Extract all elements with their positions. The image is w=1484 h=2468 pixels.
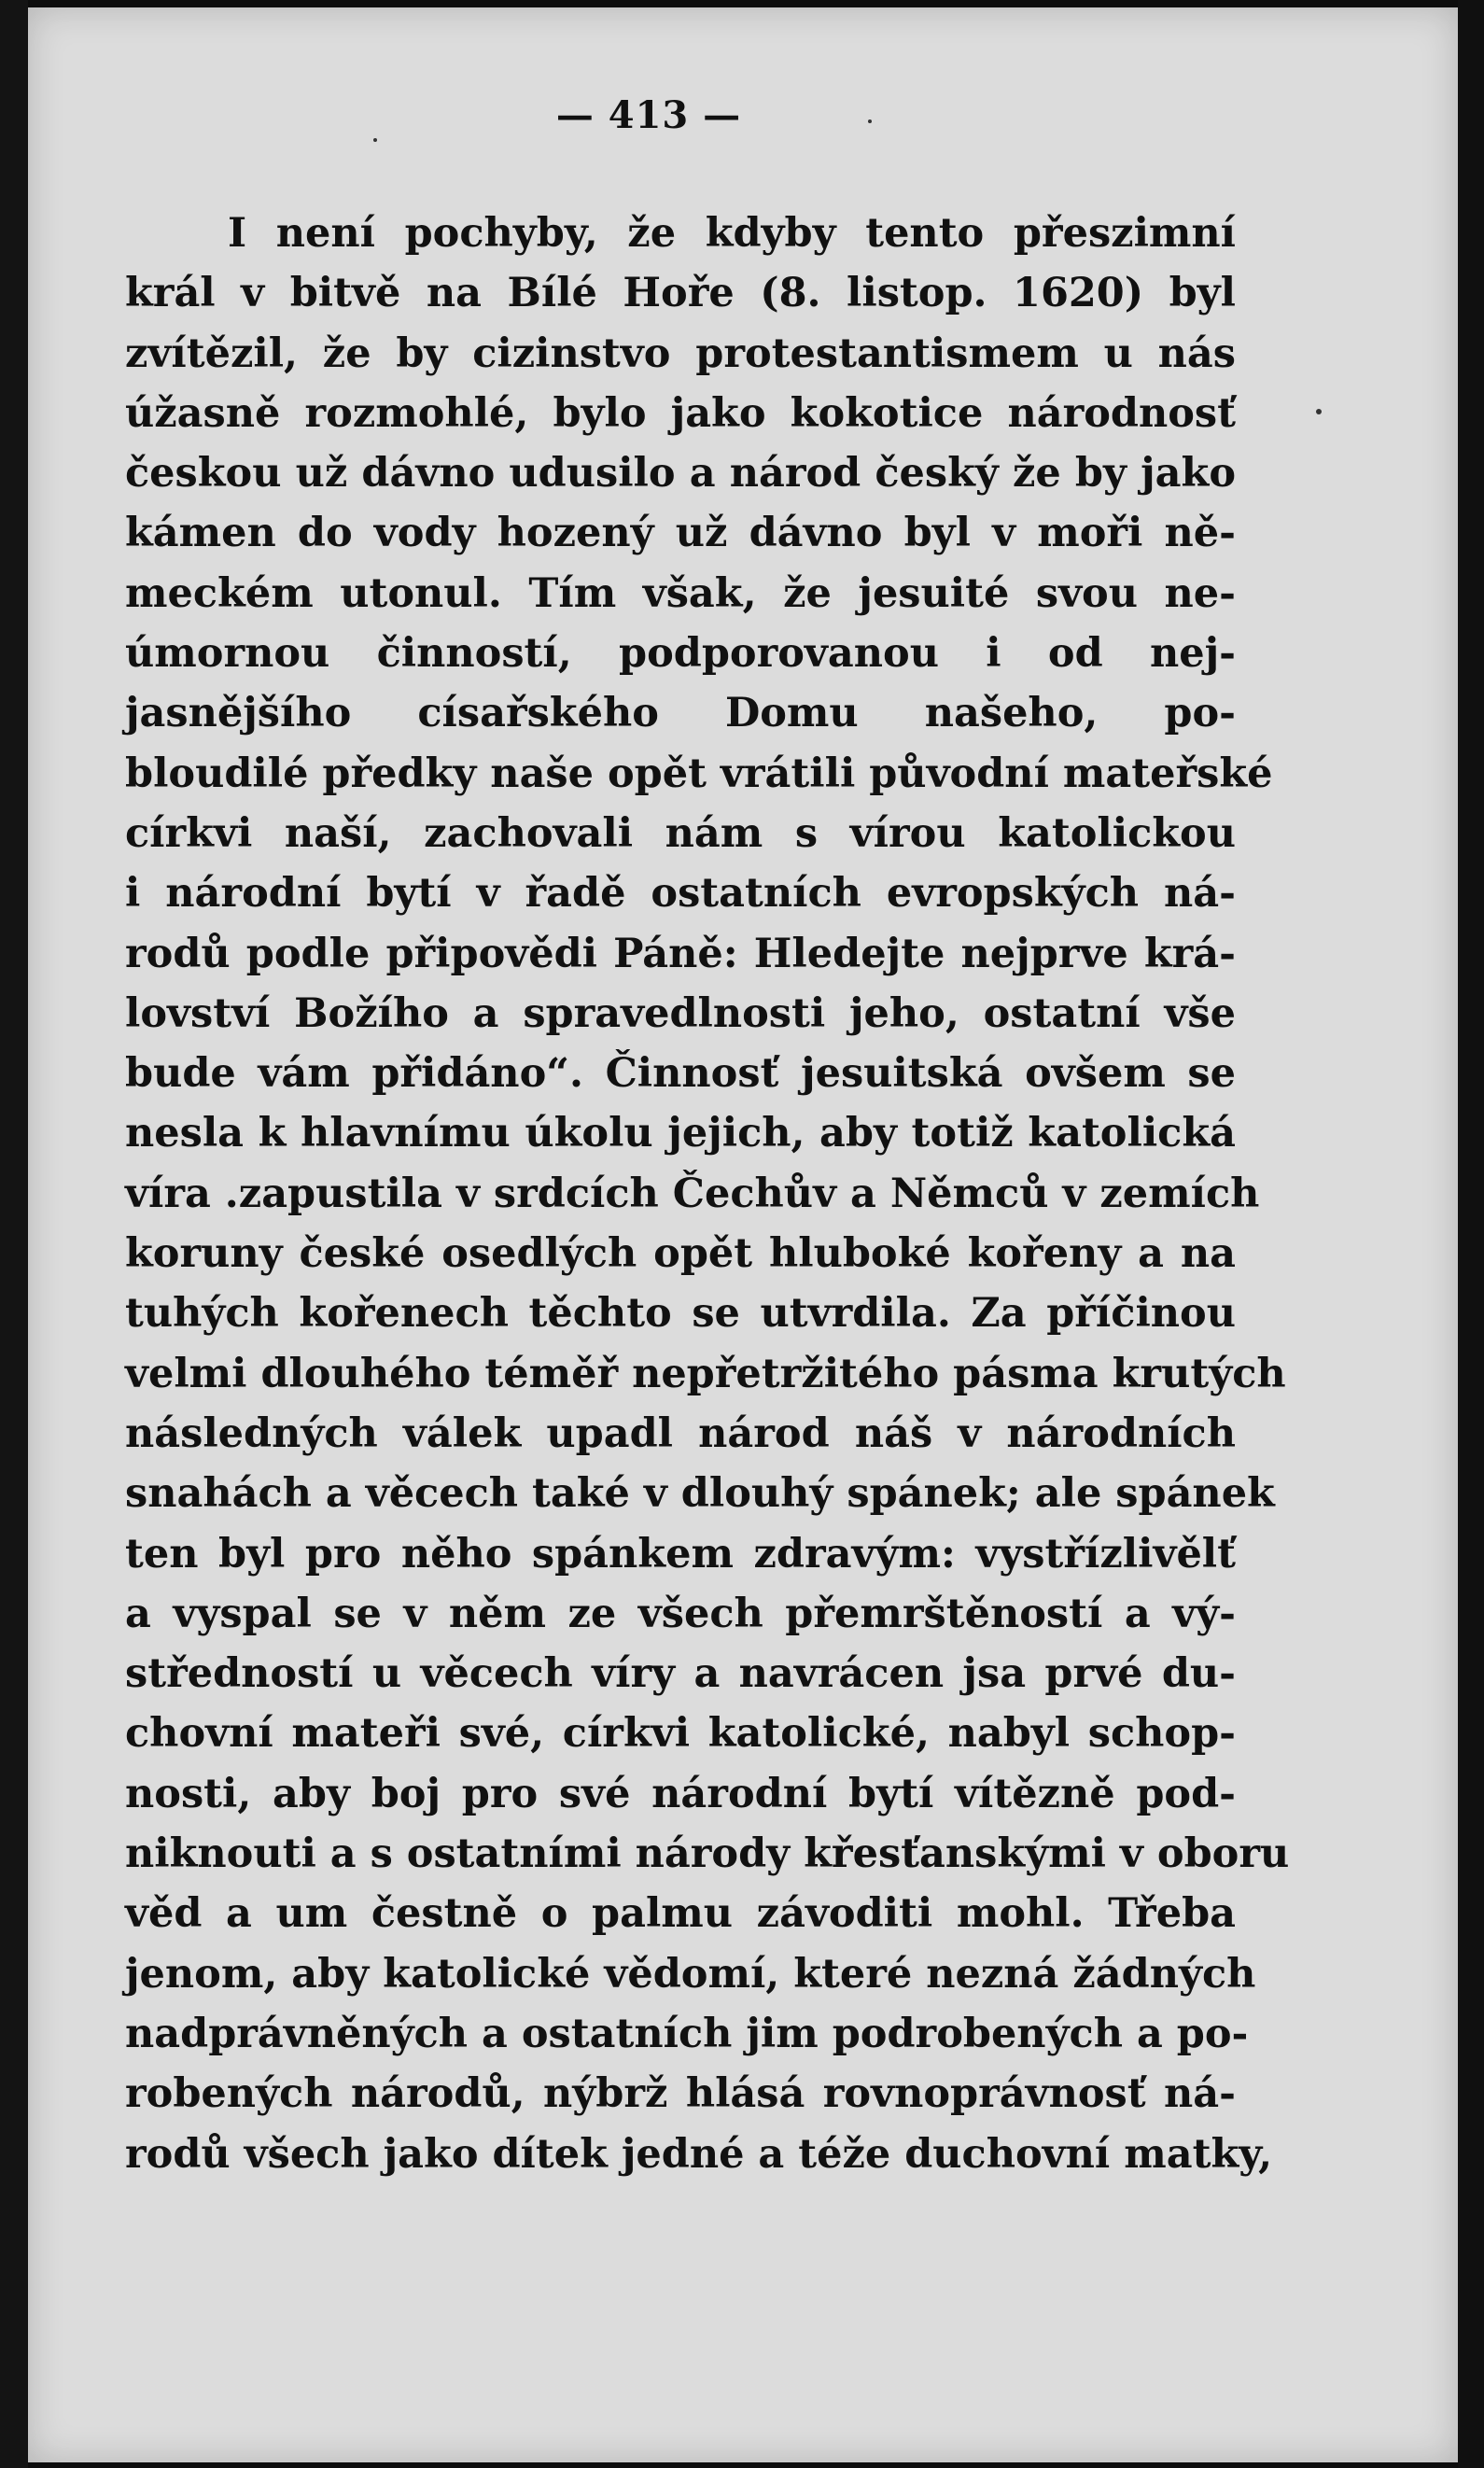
text-line: nosti, aby boj pro své národní bytí vítězně pod-	[125, 1770, 1236, 1817]
text-line: úžasně rozmohlé, bylo jako kokotice národnosť	[125, 389, 1236, 437]
text-line: českou už dávno udusilo a národ český že by jako	[125, 450, 1236, 498]
text-line: ten byl pro něho spánkem zdravým: vystřízlivělť	[125, 1530, 1236, 1578]
text-line: církvi naší, zachovali nám s vírou katolickou	[125, 809, 1236, 857]
text-line: niknouti a s ostatními národy křesťanskými v oboru	[125, 1830, 1290, 1878]
text-line: rodů podle připovědi Páně: Hledejte nejprve krá-	[125, 930, 1236, 977]
text-line: velmi dlouhého téměř nepřetržitého pásma krutých	[125, 1350, 1286, 1397]
scan-speck	[373, 138, 377, 142]
text-line: nesla k hlavnímu úkolu jejich, aby totiž katolická	[125, 1110, 1236, 1157]
scan-left-edge	[0, 0, 28, 2468]
text-line: i národní bytí v řadě ostatních evropských ná-	[125, 870, 1236, 918]
text-line: bude vám přidáno“. Činnosť jesuitská ovšem se	[125, 1050, 1236, 1098]
text-line: bloudilé předky naše opět vrátili původní mateřské	[125, 750, 1273, 797]
text-line: lovství Božího a spravedlnosti jeho, ostatní vše	[125, 989, 1236, 1037]
text-line: jenom, aby katolické vědomí, které nezná žádných	[125, 1950, 1256, 1998]
text-line: kámen do vody hozený už dávno byl v moři ně-	[125, 510, 1236, 557]
text-line: meckém utonul. Tím však, že jesuité svou ne-	[125, 569, 1236, 617]
text-line: I není pochyby, že kdyby tento přeszimní	[228, 210, 1236, 257]
text-line: věd a um čestně o palmu závoditi mohl. Třeba	[125, 1890, 1236, 1938]
text-line: koruny české osedlých opět hluboké kořeny a na	[125, 1230, 1236, 1278]
scan-right-edge	[1458, 0, 1484, 2468]
scan-speck	[1316, 409, 1322, 414]
text-line: rodů všech jako dítek jedné a téže duchovní matky,	[125, 2130, 1273, 2178]
text-line: středností u věcech víry a navrácen jsa prvé du-	[125, 1650, 1236, 1698]
text-line: chovní mateři své, církvi katolické, nabyl schop-	[125, 1710, 1236, 1758]
text-line: zvítězil, že by cizinstvo protestantismem u nás	[125, 330, 1236, 377]
text-line: úmornou činností, podporovanou i od nej-	[125, 630, 1236, 678]
text-line: tuhých kořenech těchto se utvrdila. Za příčinou	[125, 1290, 1236, 1338]
text-line: následných válek upadl národ náš v národních	[125, 1409, 1236, 1457]
text-line: král v bitvě na Bílé Hoře (8. listop. 1620) byl	[125, 270, 1236, 317]
text-line: robených národů, nýbrž hlásá rovnoprávnosť ná-	[125, 2070, 1236, 2118]
text-line: snahách a věcech také v dlouhý spánek; ale spánek	[125, 1470, 1275, 1518]
body-text	[125, 203, 1290, 2184]
text-line: a vyspal se v něm ze všech přemrštěností a vý-	[125, 1590, 1236, 1637]
text-line: jasnějšího císařského Domu našeho, po-	[125, 690, 1236, 737]
page-number: — 413 —	[555, 93, 742, 137]
text-line: nadprávněných a ostatních jim podrobených a po-	[125, 2010, 1249, 2057]
text-line: víra .zapustila v srdcích Čechův a Němců v zemích	[125, 1170, 1260, 1217]
